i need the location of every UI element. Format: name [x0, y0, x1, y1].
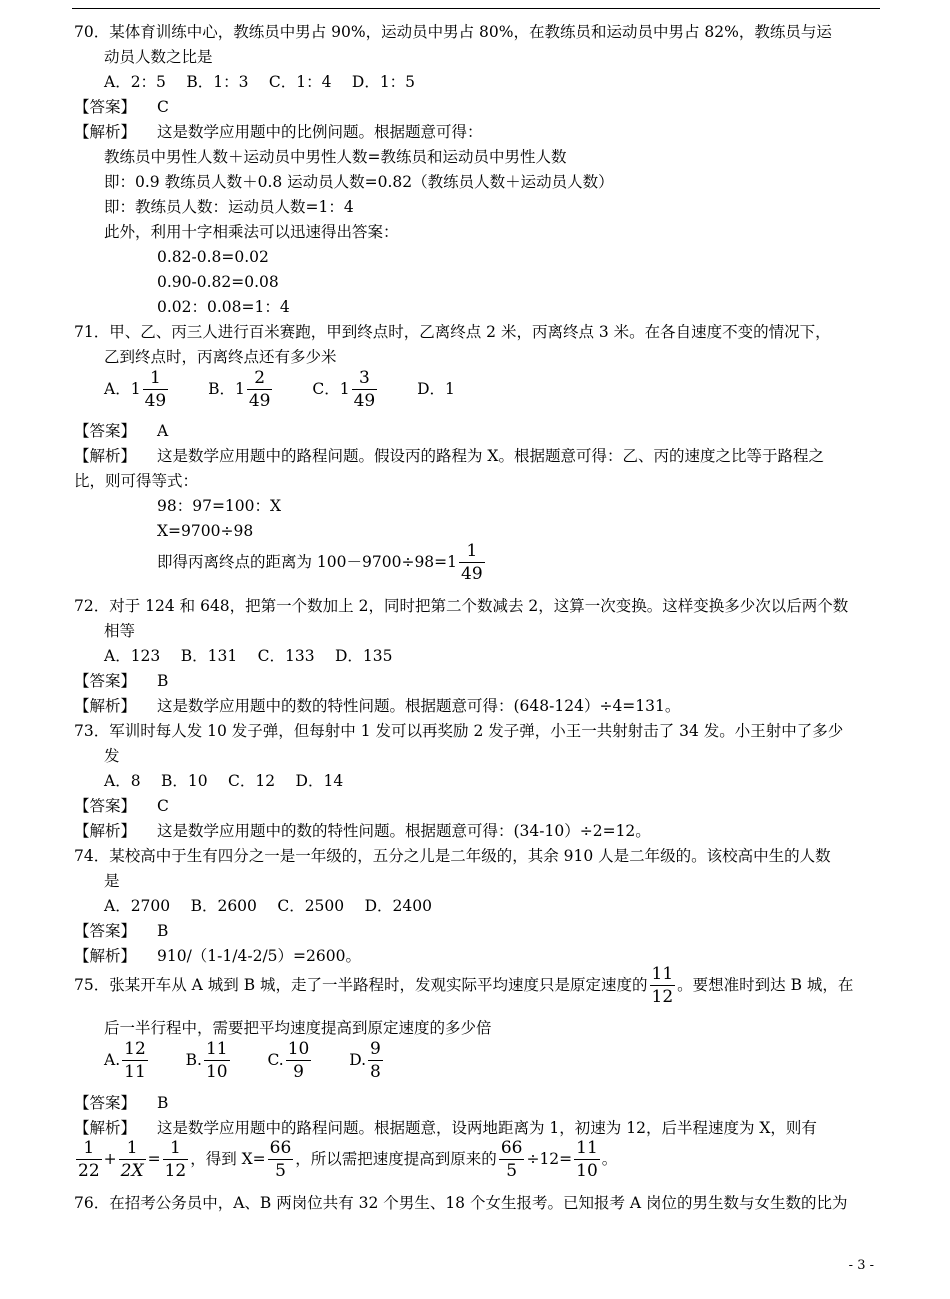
- q75-eq-frac6: $\frac{11}{10}$: [576, 1138, 598, 1181]
- q71-explain-tag: 【解析】: [74, 447, 137, 465]
- q74-answer: B: [157, 922, 169, 940]
- q75-eq-frac2: $\frac{1}{2X}$: [120, 1138, 144, 1181]
- q70-stem-line2: 动员人数之比是: [104, 48, 213, 66]
- q71-option-a-fraction: $\frac{1}{49}$: [144, 368, 167, 411]
- q75-explain-tag: 【解析】: [74, 1119, 137, 1137]
- q75-eq-text1: ，得到 X=: [190, 1150, 266, 1168]
- q75-eq-frac1: $\frac{1}{22}$: [78, 1138, 100, 1181]
- q75-eq-frac3: $\frac{1}{12}$: [164, 1138, 187, 1181]
- q71-result: [157, 543, 487, 583]
- q70-explain-line1: 这是数学应用题中的比例问题。根据题意可得：: [157, 123, 483, 141]
- q71-option-c: C．1: [312, 380, 350, 398]
- q71-options: [104, 370, 455, 410]
- q71-option-a: A．1: [104, 380, 141, 398]
- q71-option-d: D．1: [417, 380, 455, 398]
- q71-calc2: X=9700÷98: [157, 522, 254, 540]
- q75-eq-frac5: $\frac{66}{5}$: [500, 1138, 523, 1181]
- q75-stem-part2: 。要想准时到达 B 城，在: [677, 976, 854, 994]
- q73-explain-line1: 这是数学应用题中的数的特性问题。根据题意可得：(34-10）÷2=12。: [157, 822, 651, 840]
- q70-calc2: 0.90-0.82=0.08: [157, 273, 279, 291]
- q71-calc1: 98：97=100：X: [157, 497, 282, 515]
- q72-stem-line2: 相等: [104, 622, 136, 640]
- q75-option-d: D.: [349, 1051, 367, 1069]
- q71-option-b-fraction: $\frac{2}{49}$: [248, 368, 271, 411]
- q75-stem-line1: [74, 966, 853, 1006]
- q73-explain-tag: 【解析】: [74, 822, 137, 840]
- q75-eq-equals: =: [147, 1150, 161, 1168]
- q75-option-c-fraction: $\frac{10}{9}$: [287, 1039, 310, 1082]
- q70-explain-line4: 即：教练员人数：运动员人数=1：4: [104, 198, 354, 216]
- q75-option-d-fraction: $\frac{9}{8}$: [370, 1039, 381, 1082]
- q74-answer-tag: 【答案】: [74, 922, 137, 940]
- q74-explain-tag: 【解析】: [74, 947, 137, 965]
- q71-explain-line1: 这是数学应用题中的路程问题。假设丙的路程为 X。根据题意可得：乙、丙的速度之比等于路程之: [157, 447, 824, 465]
- q71-stem-line1: 71．甲、乙、丙三人进行百米赛跑，甲到终点时，乙离终点 2 米，丙离终点 3 米。在各自速度不变的情况下，: [74, 323, 831, 341]
- q72-answer: B: [157, 672, 169, 690]
- q72-stem-line1: 72．对于 124 和 648，把第一个数加上 2，同时把第二个数减去 2，这算一次变换。这样变换多少次以后两个数: [74, 597, 849, 615]
- top-rule: [72, 8, 880, 9]
- q72-options: A．123 B．131 C．133 D．135: [104, 647, 393, 665]
- q74-options: A．2700 B．2600 C．2500 D．2400: [104, 897, 432, 915]
- q70-stem-line1: 70．某体育训练中心，教练员中男占 90%，运动员中男占 80%，在教练员和运动员中男占 82%，教练员与运: [74, 23, 832, 41]
- q75-option-a: A.: [104, 1051, 121, 1069]
- q72-explain-tag: 【解析】: [74, 697, 137, 715]
- q72-answer-tag: 【答案】: [74, 672, 137, 690]
- q75-eq-text3: ÷12=: [526, 1150, 573, 1168]
- q72-explain-line1: 这是数学应用题中的数的特性问题。根据题意可得：(648-124）÷4=131。: [157, 697, 681, 715]
- q75-option-b: B.: [185, 1051, 202, 1069]
- q74-stem-line1: 74．某校高中于生有四分之一是一年级的，五分之儿是二年级的，其余 910 人是二年级的。该校高中生的人数: [74, 847, 831, 865]
- page-number: - 3 -: [848, 1258, 874, 1273]
- q75-options: [104, 1041, 385, 1081]
- q70-explain-tag: 【解析】: [74, 123, 137, 141]
- q70-explain-line2: 教练员中男性人数＋运动员中男性人数=教练员和运动员中男性人数: [104, 148, 567, 166]
- q71-answer-tag: 【答案】: [74, 422, 137, 440]
- q73-answer-tag: 【答案】: [74, 797, 137, 815]
- q70-answer-tag: 【答案】: [74, 98, 137, 116]
- q70-explain-line5: 此外，利用十字相乘法可以迅速得出答案：: [104, 223, 399, 241]
- q71-answer: A: [157, 422, 169, 440]
- q74-stem-line2: 是: [104, 872, 120, 890]
- q73-options: A．8 B．10 C．12 D．14: [104, 772, 344, 790]
- q70-options: A．2：5 B．1：3 C．1：4 D．1：5: [104, 73, 416, 91]
- q75-eq-frac4: $\frac{66}{5}$: [269, 1138, 292, 1181]
- q75-eq-plus: +: [103, 1150, 117, 1168]
- q71-result-fraction: $\frac{1}{49}$: [461, 541, 483, 584]
- q71-stem-line2: 乙到终点时，丙离终点还有多少米: [104, 348, 337, 366]
- q73-stem-line1: 73．军训时每人发 10 发子弹，但每射中 1 发可以再奖励 2 发子弹，小王一共射射击了 34 发。小王射中了多少: [74, 722, 844, 740]
- q75-option-c: C.: [267, 1051, 284, 1069]
- q75-answer: B: [157, 1094, 169, 1112]
- q70-calc1: 0.82-0.8=0.02: [157, 248, 269, 266]
- q71-option-b: B．1: [208, 380, 245, 398]
- q75-eq-text2: ，所以需把速度提高到原来的: [295, 1150, 497, 1168]
- q75-stem-fraction: $\frac{11}{12}$: [651, 964, 674, 1007]
- q75-explain-line1: 这是数学应用题中的路程问题。根据题意，设两地距离为 1，初速为 12，后半程速度为 X，则有: [157, 1119, 817, 1137]
- q75-stem-part1: 75．张某开车从 A 城到 B 城，走了一半路程时，发观实际平均速度只是原定速度的: [74, 976, 648, 994]
- q74-explain-line1: 910/（1-1/4-2/5）=2600。: [157, 947, 361, 965]
- q75-option-a-fraction: $\frac{12}{11}$: [124, 1039, 146, 1082]
- q71-result-text: 即得丙离终点的距离为 100－9700÷98=1: [157, 553, 458, 571]
- q73-stem-line2: 发: [104, 747, 120, 765]
- q75-answer-tag: 【答案】: [74, 1094, 137, 1112]
- q73-answer: C: [157, 797, 169, 815]
- q75-equation-line: [74, 1140, 617, 1180]
- q70-answer: C: [157, 98, 169, 116]
- q71-explain-line2: 比，则可得等式：: [74, 472, 199, 490]
- q76-stem-line1: 76．在招考公务员中，A、B 两岗位共有 32 个男生、18 个女生报考。已知报考 A 岗位的男生数与女生数的比为: [74, 1194, 848, 1212]
- q75-stem-line2: 后一半行程中，需要把平均速度提高到原定速度的多少倍: [104, 1019, 492, 1037]
- q70-calc3: 0.02：0.08=1：4: [157, 298, 290, 316]
- q75-eq-text4: 。: [601, 1150, 618, 1168]
- q70-explain-line3: 即：0.9 教练员人数＋0.8 运动员人数=0.82（教练员人数＋运动员人数）: [104, 173, 614, 191]
- q71-option-c-fraction: $\frac{3}{49}$: [353, 368, 376, 411]
- q75-option-b-fraction: $\frac{11}{10}$: [205, 1039, 228, 1082]
